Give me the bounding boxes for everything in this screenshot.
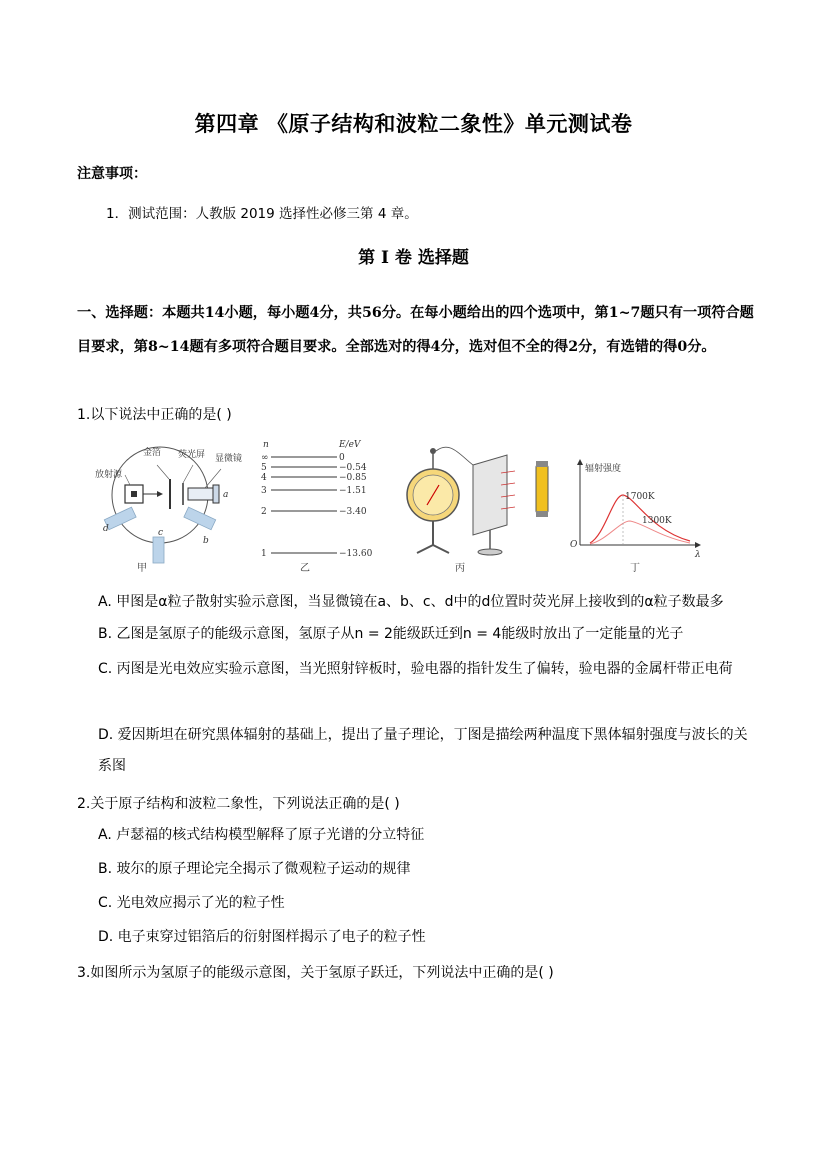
yi-e-1: −0.54 xyxy=(339,463,367,473)
question-2-option-d: D. 电子束穿过铝箔后的衍射图样揭示了电子的粒子性 xyxy=(98,929,426,945)
jia-pos-b: b xyxy=(203,536,209,546)
yi-e-0: 0 xyxy=(339,453,345,463)
question-1-stem: 1.以下说法中正确的是( ) xyxy=(77,407,232,423)
yi-n-4: 2 xyxy=(261,507,267,517)
question-3-stem: 3.如图所示为氢原子的能级示意图，关于氢原子跃迁，下列说法中正确的是( ) xyxy=(77,965,554,981)
page-title: 第四章 《原子结构和波粒二象性》单元测试卷 xyxy=(194,111,633,136)
question-2-option-a: A. 卢瑟福的核式结构模型解释了原子光谱的分立特征 xyxy=(98,827,425,843)
notice-item: 1．测试范围：人教版 2019 选择性必修三第 4 章。 xyxy=(106,206,418,222)
ding-origin: O xyxy=(570,540,578,550)
figure-yi xyxy=(261,440,373,574)
yi-n-5: 1 xyxy=(261,549,267,559)
ding-caption: 丁 xyxy=(630,563,640,574)
yi-n-2: 4 xyxy=(261,473,267,483)
jia-pos-a: a xyxy=(223,490,229,500)
jia-label-1: 金箔 xyxy=(143,448,162,458)
ding-curve1: 1700K xyxy=(625,492,655,502)
jia-label-3: 显微镜 xyxy=(215,454,243,464)
jia-pos-c: c xyxy=(158,528,164,538)
yi-e-header: E/eV xyxy=(339,440,361,450)
part-title: 第 I 卷 选择题 xyxy=(358,248,469,268)
yi-caption: 乙 xyxy=(300,563,310,574)
figure-jia xyxy=(95,446,242,574)
jia-label-0: 放射源 xyxy=(95,470,123,480)
yi-n-3: 3 xyxy=(261,486,267,496)
question-2-stem: 2.关于原子结构和波粒二象性，下列说法正确的是( ) xyxy=(77,796,400,812)
jia-pos-d: d xyxy=(103,524,109,534)
yi-e-2: −0.85 xyxy=(339,473,367,483)
question-1-option-c: C. 丙图是光电效应实验示意图，当光照射锌板时，验电器的指针发生了偏转，验电器的金属杆带正电荷 xyxy=(98,661,733,677)
jia-caption: 甲 xyxy=(137,563,147,574)
jia-label-2: 荧光屏 xyxy=(178,450,206,460)
question-1-figures xyxy=(95,435,755,575)
ding-ylabel: 辐射强度 xyxy=(585,464,622,474)
question-1-option-b: B. 乙图是氢原子的能级示意图，氢原子从n = 2能级跃迁到n = 4能级时放出了一定能量的光子 xyxy=(98,626,684,642)
question-2-option-c: C. 光电效应揭示了光的粒子性 xyxy=(98,895,285,911)
yi-n-1: 5 xyxy=(261,463,267,473)
section-intro: 一、选择题：本题共14小题，每小题4分，共56分。在每小题给出的四个选项中，第1~7题只有一项符合题目要求，第8~14题有多项符合题目要求。全部选对的得4分，选对但不全的得2分，有选错的得0分。 xyxy=(77,305,754,355)
yi-n-header: n xyxy=(263,440,269,450)
yi-e-5: −13.60 xyxy=(339,549,373,559)
figure-ding xyxy=(570,459,701,574)
question-1-option-d: D. 爱因斯坦在研究黑体辐射的基础上，提出了量子理论，丁图是描绘两种温度下黑体辐射强度与波长的关系图 xyxy=(98,727,748,774)
notice-label: 注意事项： xyxy=(77,166,147,182)
question-2-option-b: B. 玻尔的原子理论完全揭示了微观粒子运动的规律 xyxy=(98,861,411,877)
ding-xlabel: λ xyxy=(695,550,701,560)
yi-e-3: −1.51 xyxy=(339,486,367,496)
yi-n-0: ∞ xyxy=(261,453,269,463)
question-1-option-a: A. 甲图是α粒子散射实验示意图，当显微镜在a、b、c、d中的d位置时荧光屏上接收到的α粒子数最多 xyxy=(98,594,724,610)
figure-bing xyxy=(407,447,548,574)
yi-e-4: −3.40 xyxy=(339,507,367,517)
bing-caption: 丙 xyxy=(455,563,465,574)
ding-curve2: 1300K xyxy=(642,516,672,526)
